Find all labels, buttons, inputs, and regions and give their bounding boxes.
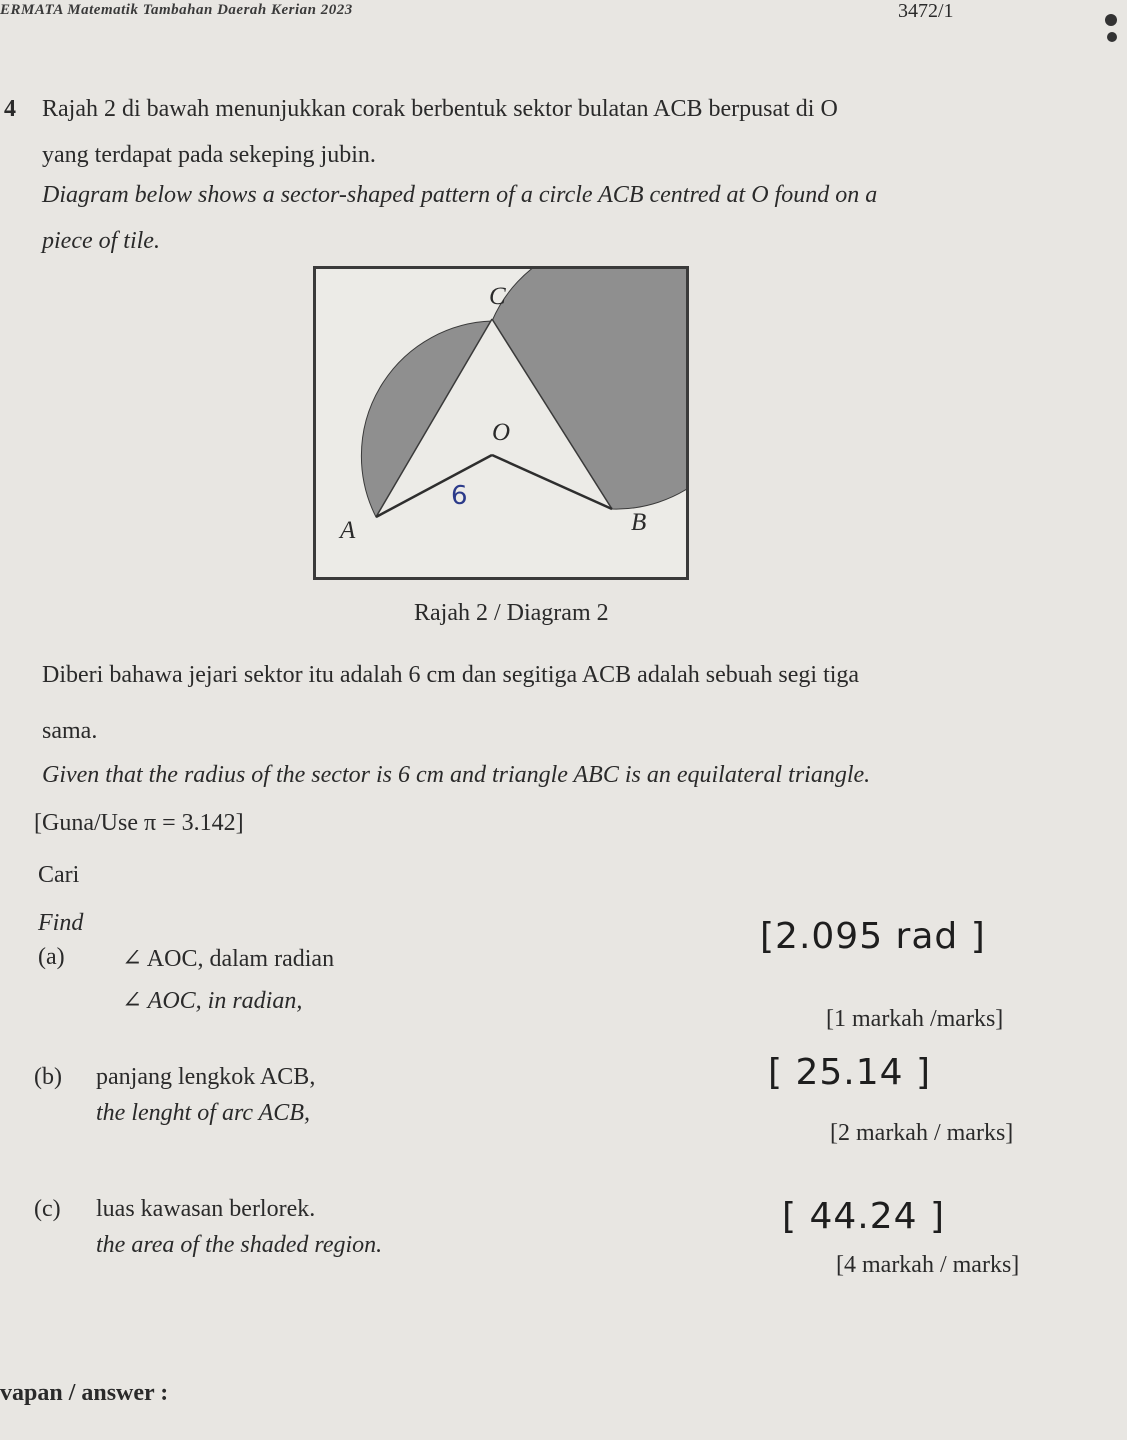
- question-english-line-1: Diagram below shows a sector-shaped pattern of a circle ACB centred at O found on a: [42, 182, 878, 208]
- cari-label: Cari: [38, 862, 80, 888]
- part-b-label: (b): [34, 1064, 62, 1090]
- part-c-marks: [4 markah / marks]: [836, 1252, 1020, 1278]
- part-b-marks: [2 markah / marks]: [830, 1120, 1014, 1146]
- paper-code: 3472/1: [898, 0, 954, 22]
- question-english-line-2: piece of tile.: [42, 228, 160, 254]
- part-c-answer: [ 44.24 ]: [782, 1196, 946, 1237]
- part-b-english: the lenght of arc ACB,: [96, 1100, 310, 1126]
- answer-section-label: vapan / answer :: [0, 1380, 169, 1406]
- part-c-malay: luas kawasan berlorek.: [96, 1196, 316, 1222]
- label-b: B: [631, 509, 647, 536]
- given-malay-line-1: Diberi bahawa jejari sektor itu adalah 6 cm dan segitiga ACB adalah sebuah segi tiga: [42, 662, 860, 688]
- label-a: A: [340, 517, 356, 544]
- question-malay-line-2: yang terdapat pada sekeping jubin.: [42, 142, 376, 168]
- part-c-english: the area of the shaded region.: [96, 1232, 383, 1258]
- diagram-caption: Rajah 2 / Diagram 2: [414, 600, 609, 626]
- label-o: O: [492, 419, 511, 446]
- part-c-label: (c): [34, 1196, 61, 1222]
- label-c: C: [489, 283, 506, 310]
- given-malay-line-2: sama.: [42, 718, 98, 744]
- find-label: Find: [38, 910, 84, 936]
- hole-punch-mark: [1105, 14, 1117, 26]
- hole-punch-mark-2: [1107, 32, 1117, 42]
- handwritten-radius-six: 6: [451, 481, 468, 511]
- part-b-malay: panjang lengkok ACB,: [96, 1064, 316, 1090]
- question-number: 4: [4, 96, 16, 122]
- part-a-label: (a): [38, 944, 65, 970]
- part-a-answer: [2.095 rad ]: [760, 916, 986, 957]
- paper-header-title: ERMATA Matematik Tambahan Daerah Kerian 2023: [0, 2, 353, 18]
- given-english: Given that the radius of the sector is 6 cm and triangle ABC is an equilateral triangle.: [42, 762, 871, 788]
- sector-diagram: [313, 266, 689, 580]
- part-b-answer: [ 25.14 ]: [768, 1052, 932, 1093]
- part-a-english: ∠ AOC, in radian,: [122, 988, 303, 1014]
- use-pi-note: [Guna/Use π = 3.142]: [34, 810, 244, 836]
- question-malay-line-1: Rajah 2 di bawah menunjukkan corak berbentuk sektor bulatan ACB berpusat di O: [42, 96, 838, 122]
- part-a-malay: ∠ AOC, dalam radian: [122, 946, 335, 972]
- part-a-marks: [1 markah /marks]: [826, 1006, 1004, 1032]
